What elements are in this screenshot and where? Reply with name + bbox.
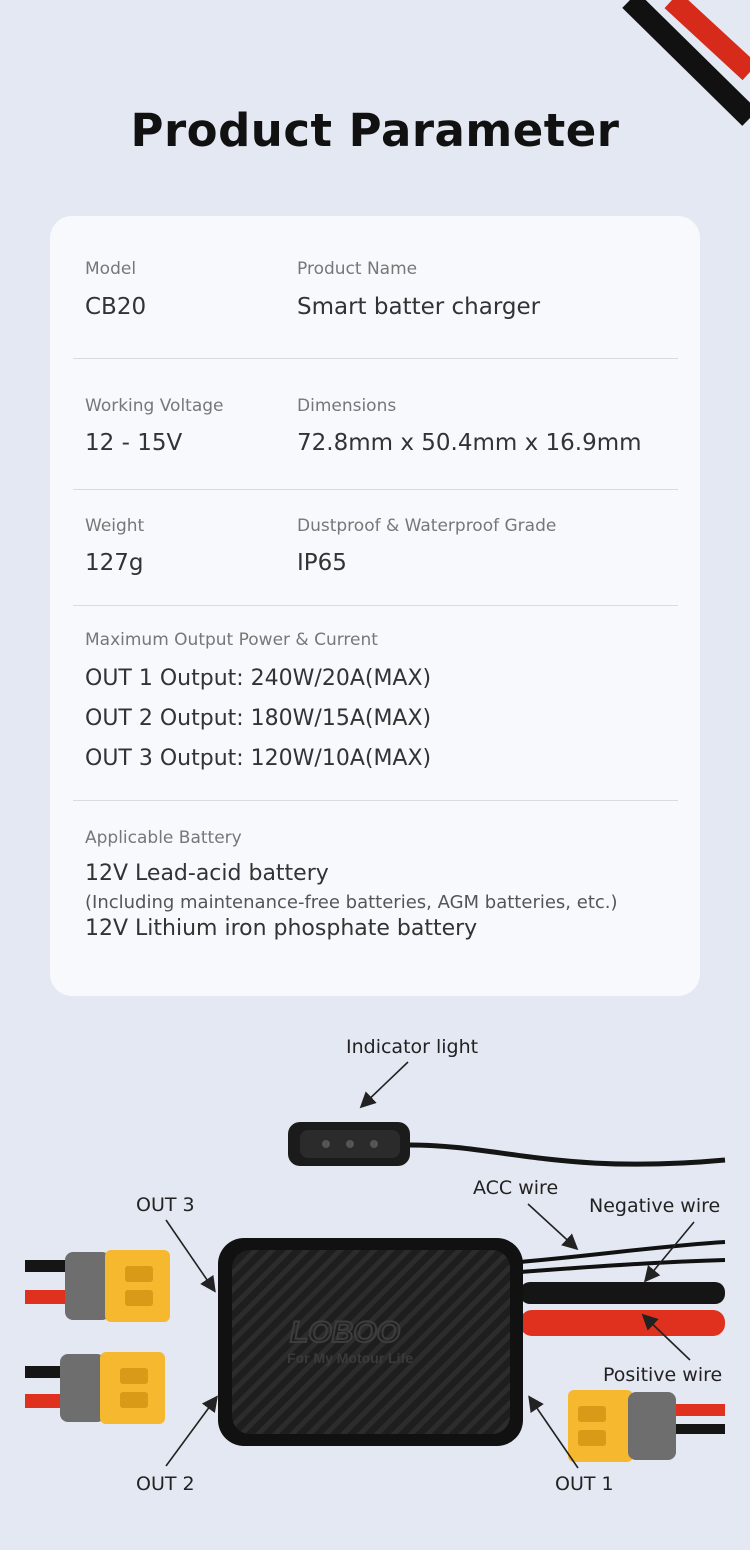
- dimensions-label: Dimensions: [297, 396, 397, 416]
- divider: [73, 489, 678, 490]
- page-title: Product Parameter: [130, 104, 620, 157]
- divider: [73, 800, 678, 801]
- grade-label: Dustproof & Waterproof Grade: [297, 516, 557, 536]
- output-label: Maximum Output Power & Current: [85, 630, 378, 650]
- diagram-graphic: [0, 1010, 750, 1550]
- out2-label: OUT 2: [136, 1473, 195, 1495]
- weight-value: 127g: [85, 550, 144, 576]
- divider: [73, 605, 678, 606]
- divider: [73, 358, 678, 359]
- out3-label: OUT 3: [136, 1194, 195, 1216]
- brand-slogan: For My Motour Life: [287, 1350, 413, 1366]
- negative-wire-label: Negative wire: [589, 1195, 721, 1217]
- indicator-light-label: Indicator light: [346, 1036, 479, 1058]
- voltage-label: Working Voltage: [85, 396, 224, 416]
- grade-value: IP65: [297, 550, 347, 576]
- product-name-value: Smart batter charger: [297, 294, 541, 320]
- positive-wire-label: Positive wire: [603, 1364, 723, 1386]
- out1-label: OUT 1: [555, 1473, 614, 1495]
- output-line: OUT 3 Output: 120W/10A(MAX): [85, 746, 432, 771]
- battery-line: 12V Lead-acid battery: [85, 861, 329, 886]
- voltage-value: 12 - 15V: [85, 430, 183, 456]
- output-line: OUT 1 Output: 240W/20A(MAX): [85, 666, 432, 691]
- battery-note: (Including maintenance-free batteries, AGM batteries, etc.): [85, 892, 618, 913]
- acc-wire-label: ACC wire: [473, 1177, 559, 1199]
- model-label: Model: [85, 259, 137, 279]
- spec-card: [50, 216, 700, 996]
- product-diagram: [0, 1010, 750, 1550]
- product-name-label: Product Name: [297, 259, 418, 279]
- dimensions-value: 72.8mm x 50.4mm x 16.9mm: [297, 430, 642, 456]
- weight-label: Weight: [85, 516, 145, 536]
- model-value: CB20: [85, 294, 147, 320]
- battery-label: Applicable Battery: [85, 828, 242, 848]
- brand-logo: LOBOO: [290, 1316, 400, 1349]
- battery-line: 12V Lithium iron phosphate battery: [85, 916, 478, 941]
- output-line: OUT 2 Output: 180W/15A(MAX): [85, 706, 432, 731]
